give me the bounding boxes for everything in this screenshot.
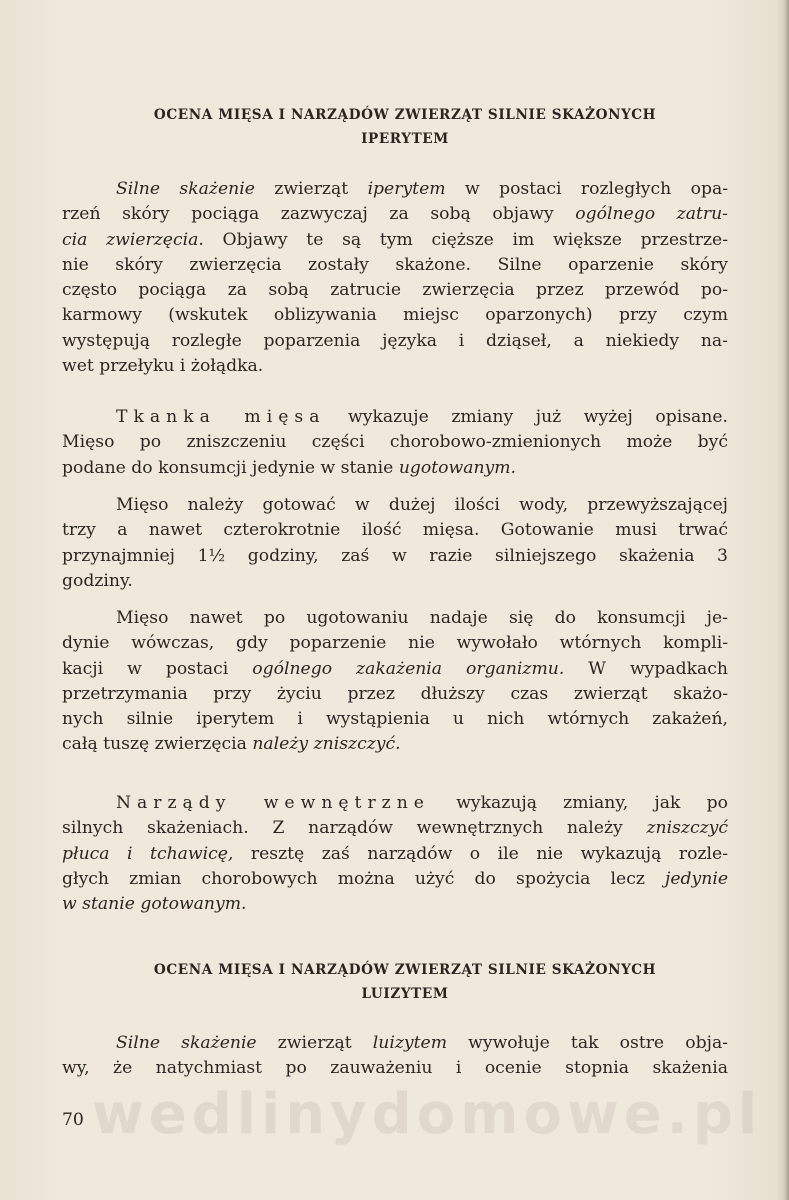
text-line [62,202,728,227]
text-line [62,682,728,707]
section-heading-luizyt [75,958,735,1006]
text-line [62,606,728,631]
italic-term: ugotowanym. [398,457,517,478]
text-run: Mięso należy gotować w dużej ilości wody, przewyższającej [116,495,728,515]
spaced-term: Narządy wewnętrzne [116,793,430,813]
text-line [62,569,728,594]
text-line [62,253,728,278]
text-line [62,1031,728,1056]
text-run: wywołuje tak ostre obja- [447,1033,728,1053]
text-run: podane do konsumcji jedynie w stanie [62,457,399,478]
paragraph-silne-skazenie-luizyt [62,1031,728,1082]
text-run: występują rozległe poparzenia języka i dziąseł, a niekiedy na- [62,330,728,351]
heading-line: IPERYTEM [361,131,449,147]
text-run: rzeń skóry pociąga zazwyczaj za sobą objawy [62,204,576,225]
text-run: wykazują zmiany, jak po [429,793,728,813]
text-run: nie skóry zwierzęcia zostały skażone. Silne oparzenie skóry [62,254,728,275]
text-run: resztę zaś narządów o ile nie wykazują rozle- [233,843,728,864]
italic-term: Silne skażenie [116,179,255,199]
text-run: w postaci rozległych opa- [445,179,729,199]
text-line [62,518,728,543]
paragraph-silne-skazenie-iperyt [62,177,728,379]
page-number: 70 [62,1110,84,1130]
italic-term: płuca i tchawicę, [62,843,234,864]
text-line [62,816,728,841]
text-line [62,456,728,481]
text-line [62,892,728,917]
italic-term: Silne skażenie [116,1033,257,1053]
text-run: przetrzymania przy życiu przez dłuższy czas zwierząt skażo- [62,683,728,704]
italic-term: luizytem [372,1033,447,1053]
text-line [62,791,728,816]
italic-term: jedynie [665,868,728,889]
heading-line: LUIZYTEM [361,986,449,1002]
italic-term: ogólnego zatru- [575,204,728,225]
text-line [62,354,728,379]
text-run: głych zmian chorobowych można użyć do spożycia lecz [62,868,666,889]
text-run: Objawy te są tym cięższe im większe przestrze- [203,229,729,250]
text-run: często pociąga za sobą zatrucie zwierzęcia przez przewód po- [62,280,728,301]
heading-line: OCENA MIĘSA I NARZĄDÓW ZWIERZĄT SILNIE SKAŻONYCH [153,107,657,123]
page-edge-shadow [777,0,789,1200]
text-line [62,657,728,682]
text-run: trzy a nawet czterokrotnie ilość mięsa. Gotowanie musi trwać [62,520,728,541]
text-run: godziny. [62,570,133,591]
text-run: Mięso nawet po ugotowaniu nadaje się do konsumcji je- [116,608,728,628]
italic-term: należy zniszczyć. [252,734,401,755]
text-run: wykazuje zmiany już wyżej opisane. [325,407,728,427]
text-run: wy, że natychmiast po zauważeniu i ocenie stopnia skażenia [62,1058,728,1079]
text-line [62,430,728,455]
paragraph-konsumcja [62,606,728,758]
italic-term: w stanie gotowanym. [62,894,247,915]
paragraph-gotowanie [62,493,728,594]
text-line [62,278,728,303]
text-line [62,303,728,328]
text-line [62,842,728,867]
text-line [62,329,728,354]
text-run: zwierząt [256,1033,373,1053]
text-run: dynie wówczas, gdy poparzenie nie wywołało wtórnych kompli- [62,633,728,654]
watermark-text: wedlinydomowe.pl [92,1082,763,1147]
text-run: W wypadkach [564,658,728,679]
text-run: całą tuszę zwierzęcia [62,734,253,755]
text-line [62,707,728,732]
text-run: Mięso po zniszczeniu części chorobowo-zmienionych może być [62,432,728,453]
text-run: zwierząt [254,179,368,199]
text-line [62,867,728,892]
text-run: nych silnie iperytem i wystąpienia u nich wtórnych zakażeń, [62,709,728,730]
paragraph-narzady-wewnetrzne [62,791,728,917]
text-run: wet przełyku i żołądka. [62,356,264,377]
italic-term: zniszczyć [646,818,728,839]
paragraph-tkanka-miesa [62,405,728,481]
italic-term: ogólnego zakażenia organizmu. [252,658,565,679]
text-line [62,631,728,656]
text-line [62,544,728,569]
text-line [62,493,728,518]
text-line [62,228,728,253]
text-run: silnych skażeniach. Z narządów wewnętrznych należy [62,818,647,839]
text-run: kacji w postaci [62,658,253,679]
text-run: karmowy (wskutek oblizywania miejsc oparzonych) przy czym [62,305,728,326]
italic-term: cia zwierzęcia. [62,229,204,250]
text-line [62,405,728,430]
spaced-term: Tkanka mięsa [116,407,326,427]
text-line [62,732,728,757]
text-line [62,1056,728,1081]
text-line [62,177,728,202]
italic-term: iperytem [367,179,446,199]
text-run: przynajmniej 1½ godziny, zaś w razie silniejszego skażenia 3 [62,545,728,566]
heading-line: OCENA MIĘSA I NARZĄDÓW ZWIERZĄT SILNIE SKAŻONYCH [153,962,657,978]
section-heading-iperyt [75,103,735,151]
